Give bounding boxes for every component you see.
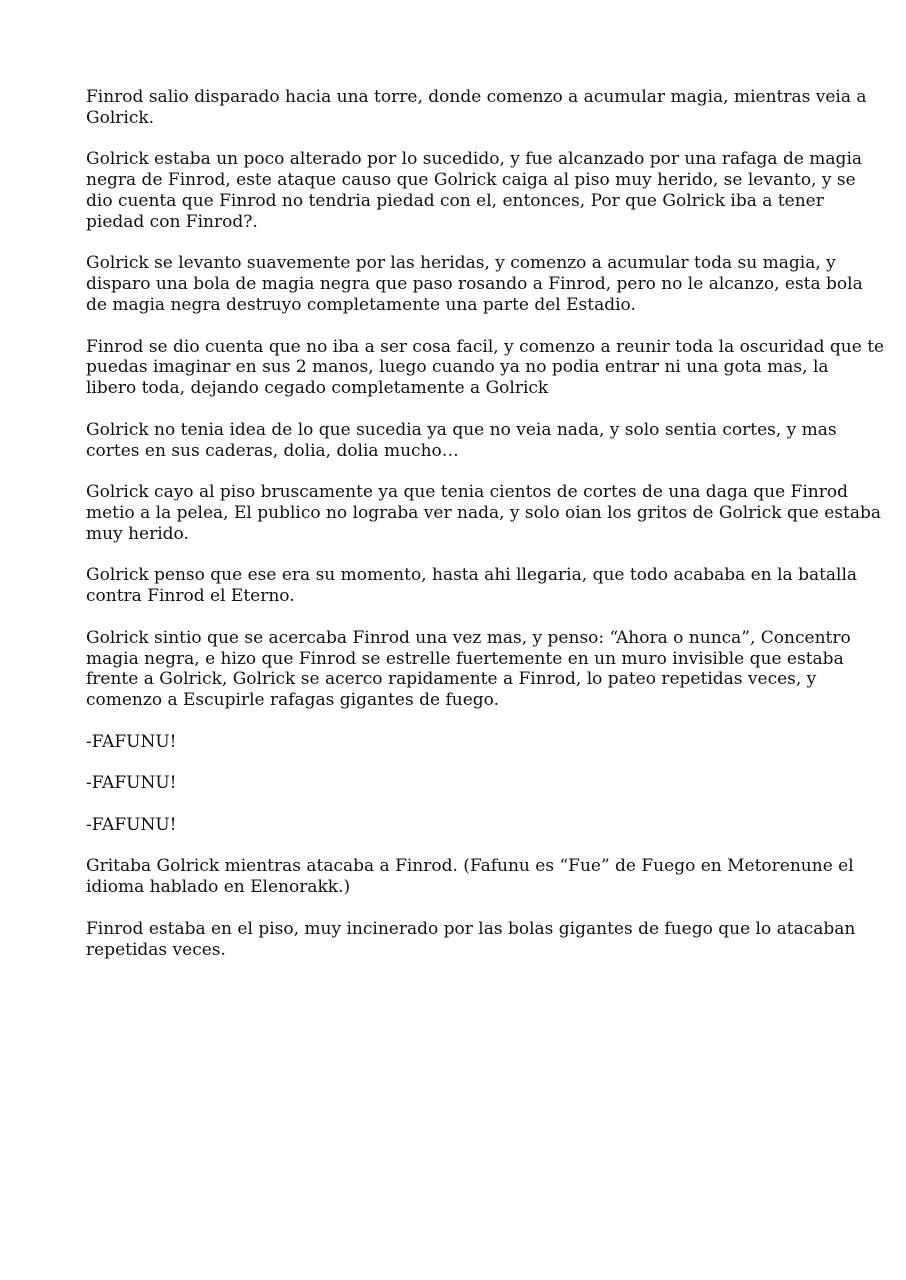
- text-line: Golrick no tenia idea de lo que sucedia ya que no veia nada, y solo sentia cortes, y mas: [86, 419, 837, 440]
- paragraph: [86, 419, 837, 462]
- text-line: de magia negra destruyo completamente una parte del Estadio.: [86, 294, 636, 315]
- text-line: cortes en sus caderas, dolia, dolia mucho…: [86, 440, 459, 461]
- text-line: piedad con Finrod?.: [86, 211, 258, 232]
- text-line: contra Finrod el Eterno.: [86, 586, 295, 607]
- text-line: idioma hablado en Elenorakk.): [86, 877, 351, 898]
- text-line: Golrick sintio que se acercaba Finrod una vez mas, y penso: “Ahora o nunca”, Concentro: [86, 627, 851, 648]
- text-line: puedas imaginar en sus 2 manos, luego cuando ya no podia entrar ni una gota mas, la: [86, 357, 829, 378]
- paragraph: [86, 773, 826, 794]
- text-line: Gritaba Golrick mientras atacaba a Finrod. (Fafunu es “Fue” de Fuego en Metorenune el: [86, 856, 854, 877]
- paragraph: [86, 627, 851, 711]
- paragraph: [86, 336, 885, 399]
- paragraph: [86, 815, 826, 836]
- text-line: Finrod salio disparado hacia una torre, donde comenzo a acumular magia, mientras veia a: [86, 87, 867, 107]
- paragraph: [86, 482, 882, 544]
- paragraph: [86, 565, 858, 607]
- document-body: [86, 87, 885, 960]
- text-line: magia negra, e hizo que Finrod se estrelle fuertemente en un muro invisible que estaba: [86, 648, 844, 669]
- text-line: dio cuenta que Finrod no tendria piedad con el, entonces, Por que Golrick iba a tener: [86, 190, 824, 211]
- text-line: comenzo a Escupirle rafagas gigantes de fuego.: [86, 690, 499, 711]
- paragraph: [86, 856, 854, 898]
- text-line: muy herido.: [86, 523, 189, 544]
- document-page: [86, 87, 885, 981]
- text-line: Golrick se levanto suavemente por las heridas, y comenzo a acumular toda su magia, y: [86, 253, 836, 274]
- paragraph: [86, 87, 867, 129]
- text-line: libero toda, dejando cegado completamente a Golrick: [86, 378, 549, 399]
- text-line: negra de Finrod, este ataque causo que Golrick caiga al piso muy herido, se levanto, y se: [86, 170, 856, 191]
- text-line: -FAFUNU!: [86, 814, 177, 835]
- paragraph: [86, 732, 826, 753]
- text-line: -FAFUNU!: [86, 773, 177, 794]
- text-line: Golrick penso que ese era su momento, hasta ahi llegaria, que todo acababa en la batalla: [86, 565, 858, 586]
- paragraph: [86, 149, 863, 232]
- paragraph: [86, 918, 856, 961]
- text-line: Golrick estaba un poco alterado por lo sucedido, y fue alcanzado por una rafaga de magia: [86, 149, 863, 170]
- text-line: frente a Golrick, Golrick se acerco rapidamente a Finrod, lo pateo repetidas veces, y: [86, 669, 817, 690]
- text-line: repetidas veces.: [86, 939, 226, 960]
- paragraph: [86, 253, 863, 315]
- text-line: Finrod se dio cuenta que no iba a ser cosa facil, y comenzo a reunir toda la oscuridad que te: [86, 336, 885, 357]
- text-line: Finrod estaba en el piso, muy incinerado por las bolas gigantes de fuego que lo atacaban: [86, 918, 856, 939]
- text-line: Golrick.: [86, 107, 155, 128]
- text-line: disparo una bola de magia negra que paso rosando a Finrod, pero no le alcanzo, esta bola: [86, 274, 863, 295]
- text-line: Golrick cayo al piso bruscamente ya que tenia cientos de cortes de una daga que Finrod: [86, 482, 848, 503]
- text-line: -FAFUNU!: [86, 731, 177, 752]
- text-line: metio a la pelea, El publico no lograba ver nada, y solo oian los gritos de Golrick que estaba: [86, 502, 882, 523]
